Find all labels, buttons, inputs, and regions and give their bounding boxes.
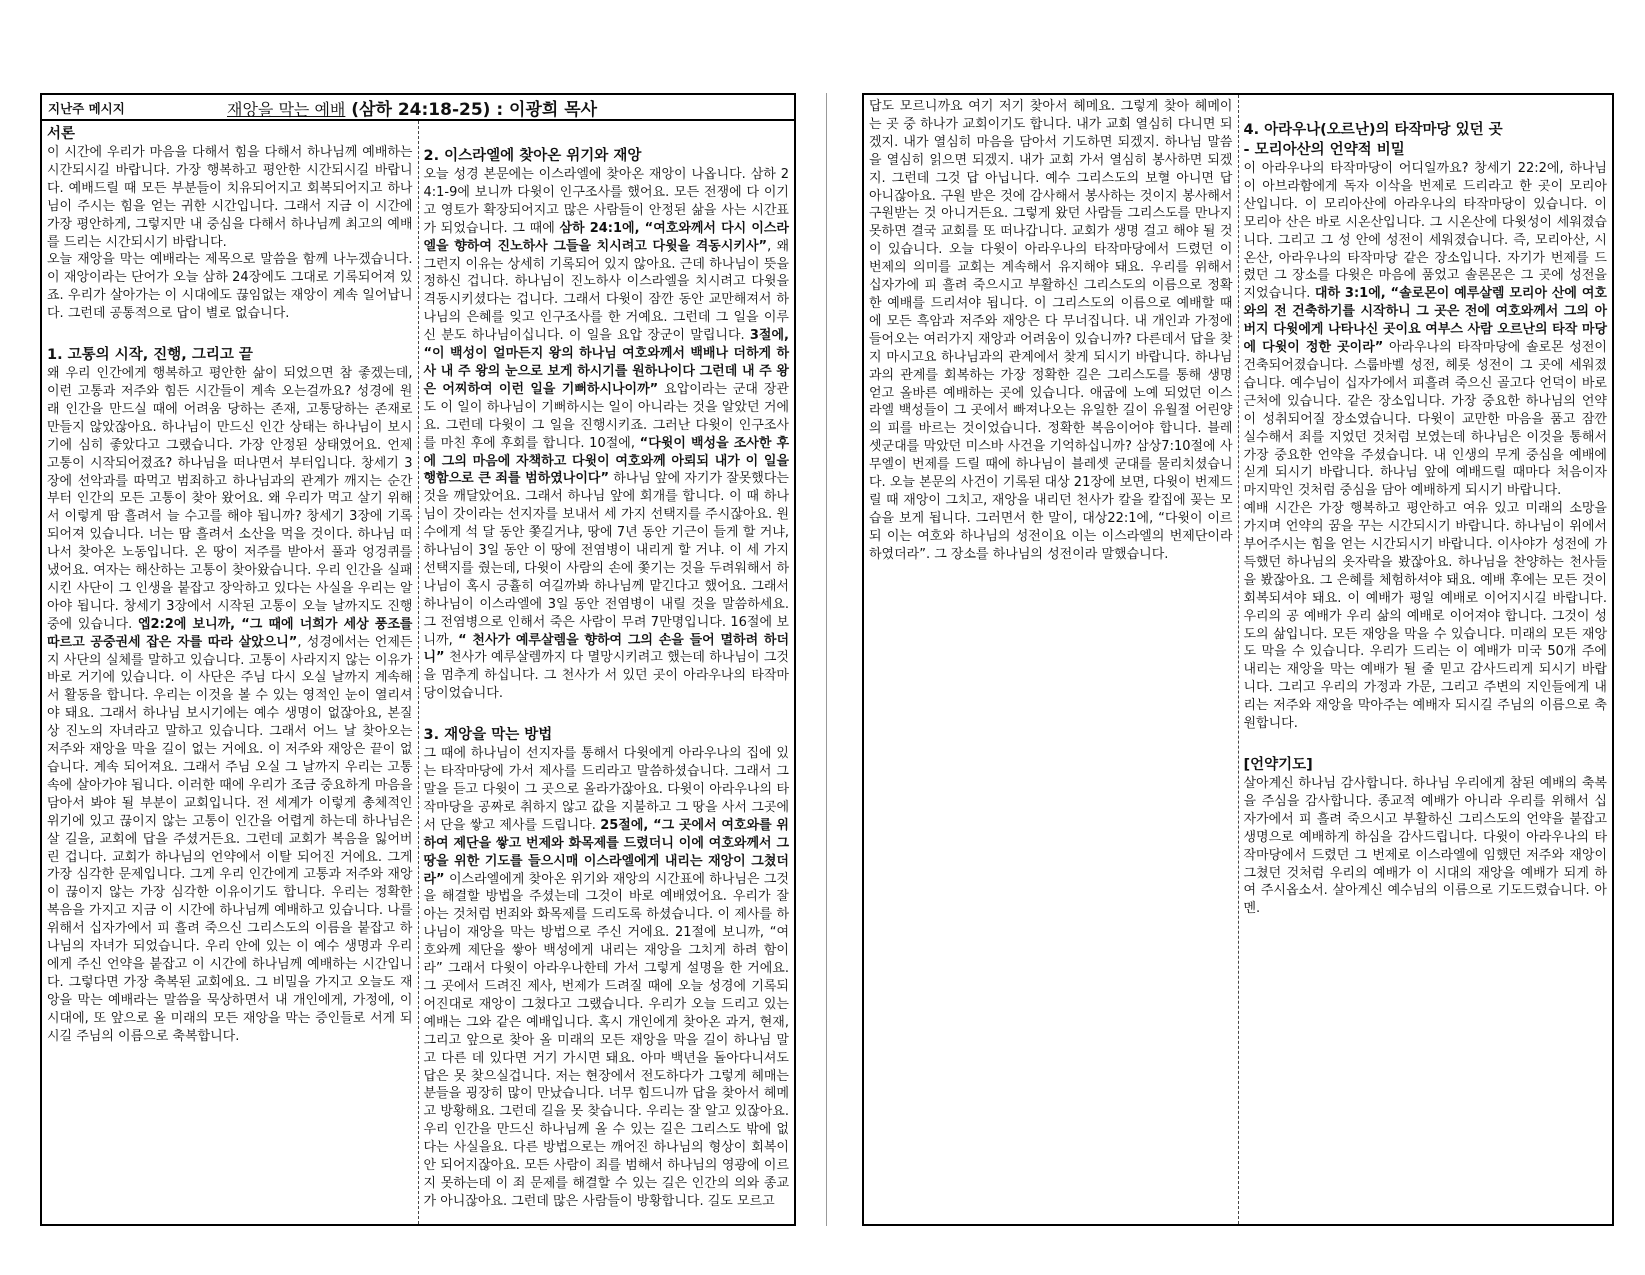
page-divider — [826, 93, 827, 1226]
section-intro-paragraph-2: 오늘 재앙을 막는 예배라는 제목으로 말씀을 함께 나누겠습니다. 이 재앙이라는 단어가 오늘 삼하 24장에도 그대로 기록되어져 있죠. 우리가 살아가는 이 시대에도 끊임없는 재앙이 계속 일어납니다. 그런데 공통적으로 답이 별로 없습니다. — [47, 252, 413, 322]
right-page-columns — [864, 95, 1612, 1224]
sermon-title — [227, 95, 597, 120]
section-3-text-1: 그 때에 하나님이 선지자를 통해서 다윗에게 아라우나의 집에 있는 타작마당에 가서 제사를 드리라고 말씀하셨습니다. 그래서 그 말을 듣고 다윗이 그 곳으로 올라가잖아요. 다윗이 아라우나의 타작마당을 공짜로 취하지 않고 값을 지불하고 그 땅을 사서 그곳에서 단을 쌓고 제사를 드립니다. — [423, 746, 789, 833]
section-2-text-5: 천사가 예루살렘까지 다 멸망시키려고 했는데 하나님이 그것을 멈추게 하십니다. 그 천사가 서 있던 곳이 아라우나의 타작마당이었습니다. — [423, 650, 789, 702]
left-page — [40, 93, 796, 1226]
section-1-text-1: 왜 우리 인간에게 행복하고 평안한 삶이 되었으면 참 좋겠는데, 이런 고통과 저주와 힘든 시간들이 계속 오는걸까요? 성경에 원래 인간을 만드실 때에 어려움 당하는 존재, 고통당하는 존재로 만들지 않았잖아요. 하나님이 만드신 인간 상태는 하나님이 보시기에 심히 좋았다고 그랬습니다. 가장 안정된 상태였어요. 언제 고통이 시작되어졌죠? 하나님을 떠나면서 부터입니다. 창세기 3장에 선악과를 따먹고 범죄하고 하나님과의 관계가 깨지는 순간부터 인간의 모든 고통이 찾아 왔어요. 왜 우리가 먹고 살기 위해서 이렇게 땀 흘려서 늘 수고를 해야 됩니까? 창세기 3장에 기록되어져 있습니다. 너는 땀 흘려서 소산을 먹을 것이다. 하나님 떠나서 찾아온 노동입니다. 온 땅이 저주를 받아서 풀과 엉겅퀴를 냈어요. 여자는 해산하는 고통이 찾아왔습니다. 우리 인간을 실패시킨 사단이 그 인생을 붙잡고 장악하고 있다는 사실을 우리는 알아야 됩니다. 창세기 3장에서 시작된 고통이 오늘 날까지도 진행 중에 있습니다. — [47, 366, 413, 632]
section-4-body — [1244, 160, 1608, 500]
page-header — [42, 95, 794, 121]
column-4 — [1238, 95, 1613, 1224]
header-label: 지난주 메시지 — [48, 101, 125, 116]
section-4-subtitle: - 모리아산의 언약적 비밀 — [1243, 142, 1405, 158]
sermon-title-main: 재앙을 막는 예배 — [227, 100, 346, 119]
section-2-text-3: 요압이라는 군대 장관도 이 일이 하나님이 기뻐하시는 일이 아니라는 것을 알았던 거에요. 그런데 다윗이 그 일을 진행시키죠. 그러난 다윗이 인구조사를 마친 후에 후회를 합니다. 10절에, — [423, 381, 789, 451]
section-3-title: 3. 재앙을 막는 방법 — [423, 727, 553, 744]
section-4-text-1: 이 아라우나의 타작마당이 어디일까요? 창세기 22:2에, 하나님이 아브라함에게 독자 이삭을 번제로 드리라고 한 곳이 모리아 산입니다. 이 모리아산에 아라우나의 타작마당이 있습니다. 이 모리아 산은 바로 시온산입니다. 그 시온산에 다윗성이 세워졌습니다. 그리고 그 성 안에 성전이 세워졌습니다. 즉, 모리아산, 시온산, 아라우나의 타작마당 같은 장소입니다. 자기가 번제를 드렸던 그 장소를 다윗은 마음에 품었고 솔론몬은 그 곳에 성전을 지었습니다. — [1243, 161, 1607, 302]
section-3-quote-1: 25절에, “그 곳에서 여호와를 위하여 제단을 쌓고 번제와 화목제를 드렸더니 이에 여호와께서 그 땅을 위한 기도를 들으시매 이스라엘에게 내리는 재앙이 그쳤더라” — [423, 817, 789, 887]
section-2-title: 2. 이스라엘에 찾아온 위기와 재앙 — [423, 148, 642, 164]
section-3-text-2: 이스라엘에게 찾아온 위기와 재앙의 시간표에 하나님은 그것을 해결할 방법을 주셨는데 그것이 바로 예배였어요. 우리가 잘 아는 것처럼 번죄와 화목제를 드리도록 하셨습니다. 이 제사를 하나님이 재앙을 막는 방법으로 주신 거에요. 21절에 보니까, “여호와께 제단을 쌓아 백성에게 내리는 재앙을 그치게 하려 함이라” 그래서 다윗이 아라우나한테 가서 그렇게 설명을 한 거에요. 그 곳에서 드려진 제사, 번제가 드려질 때에 오늘 성경에 기록되어진대로 재앙이 그쳤다고 그랬습니다. 우리가 오늘 드리고 있는 예배는 그와 같은 예배입니다. 혹시 개인에게 찾아온 과거, 현재, 그리고 앞으로 찾아 올 미래의 모든 재앙을 막을 길이 하나님 말고 다른 데 있다면 거기 가시면 돼요. 아마 백년을 돌아다니셔도 답은 못 찾으실겁니다. 저는 현장에서 전도하다가 그렇게 헤매는 분들을 굉장히 많이 만났습니다. 너무 힘드니까 답을 찾아서 헤메고 방황해요. 그런데 길을 못 찾습니다. 우리는 잘 알고 있잖아요. 우리 인간을 만드신 하나님께 올 수 있는 길은 그리스도 밖에 없다는 사실을요. 다른 방법으로는 깨어진 하나님의 형상이 회복이 안 되어지잖아요. 모든 사람이 죄를 범해서 하나님의 영광에 이르지 못하는데 이 죄 문제를 해결할 수 있는 길은 인간의 의와 종교가 아니잖아요. 그런데 많은 사람들이 방황합니다. 길도 모르고 — [423, 871, 789, 1209]
sermon-title-reference: (삼하 24:18-25) : 이광희 목사 — [345, 100, 598, 120]
column-3 — [864, 95, 1238, 1224]
section-4-title: 4. 아라우나(오르난)의 타작마당 있던 곳 — [1243, 122, 1503, 138]
section-3-continued — [869, 98, 1233, 564]
section-intro-title: 서론 — [47, 126, 76, 142]
section-2-text-4: 하나님 앞에 자기가 잘못했다는 것을 깨달았어요. 그래서 하나님 앞에 회개를 합니다. 이 때 하나님이 갓이라는 선지자를 보내서 세 가지 선택지를 주시잖아요. 원수에게 석 달 동안 쫓길거냐, 땅에 7년 동안 기근이 들게 할 거냐, 하나님이 3일 동안 이 땅에 전염병이 내리게 할 거냐. 이 세 가지 선택지를 줬는데, 다윗이 사람의 손에 쫓기는 것을 두려워해서 하나님이 혹시 긍휼히 여길까봐 하나님께 맡긴다고 했어요. 그래서 하나님이 이스라엘에 3일 동안 전염병이 내릴 것을 말씀하세요. 그 전염병으로 인해서 죽은 사람이 무려 7만명입니다. 16절에 보니까, — [423, 471, 789, 648]
right-page — [862, 93, 1614, 1226]
section-4-quote-1: 대하 3:1에, “솔로몬이 예루살렘 모리아 산에 여호와의 전 건축하기를 시작하니 그 곳은 전에 여호와께서 그의 아버지 다윗에게 나타나신 곳이요 여부스 사람 오르난의 타작 마당에 다윗이 정한 곳이라” — [1243, 286, 1607, 356]
section-2-text-2: , 왜 그런지 이유는 상세히 기록되어 있지 않아요. 근데 하나님이 뜻을 정하신 겁니다. 하나님이 진노하사 이스라엘을 치시려고 다윗을 격동시키셨다는 겁니다. 그래서 다윗이 잠깐 동안 교만해져서 하나님의 은혜를 잊고 인구조사를 한 거예요. 그런데 그 일을 이루신 분도 하나님이십니다. 이 일을 요압 장군이 말립니다. — [423, 238, 789, 344]
column-2 — [418, 121, 795, 1224]
section-3-text-2: 답도 모르니까요 여기 저기 찾아서 헤메요. 그렇게 찾아 헤메이는 곳 중 하나가 교회이기도 합니다. 내가 교회 열심히 다니면 되겠지. 내가 열심히 마음을 담아서 기도하면 되겠지. 하나님 말씀을 열심히 읽으면 되겠지. 내가 교회 가서 열심히 봉사하면 되겠지. 그런데 그것 답 아닙니다. 예수 그리스도의 보혈 아니면 답 아니잖아요. 구원 받은 것에 감사해서 봉사하는 것이지 봉사해서 구원받는 것 아니거든요. 그렇게 왔던 사람들 그리스도를 만나지 못하면 결국 교회를 또 떠나갑니다. 교회가 생명 걸고 해야 될 것이 있습니다. 오늘 다윗이 아라우나의 타작마당에서 드렸던 이 번제의 의미를 교회는 계속해서 유지해야 돼요. 우리를 위해서 십자가에 피 흘려 죽으시고 부활하신 그리스도의 이름으로 정확한 예배를 드리셔야 됩니다. 이 그리스도의 이름으로 예배할 때에 모든 흑암과 저주와 재앙은 다 무너집니다. 내 개인과 가정에 들어오는 여러가지 재앙과 어려움이 있습니까? 다른데서 답을 찾지 마시고요 하나님과의 관계에서 찾게 되시기 바랍니다. 하나님과의 관계를 회복하는 가장 정확한 길은 그리스도를 통해 생명 얻고 올바른 예배하는 곳에 있습니다. 애굽에 노예 되었던 이스라엘 백성들이 그 곳에서 빠져나오는 유일한 길이 유월절 어린양의 피를 바르는 것이었습니다. 정확한 복음이어야 합니다. 블레셋군대를 막았던 미스바 사건을 기억하십니까? 삼상7:10절에 사무엘이 번제를 드릴 때에 하나님이 블레셋 군대를 물리치셨습니다. 오늘 본문의 사건이 기록된 대상 21장에 보면, 다윗이 번제드릴 때 재앙이 그치고, 재앙을 내리던 천사가 칼을 칼집에 꽂는 모습을 보게 됩니다. 그러면서 한 말이, 대상22:1에, “다윗이 이르되 이는 여호와 하나님의 성전이요 이는 이스라엘의 번제단이라 하였더라”. 그 장소를 하나님의 성전이라 말했습니다. — [869, 99, 1233, 562]
column-1 — [42, 121, 418, 1224]
section-2-text-1: 오늘 성경 본문에는 이스라엘에 찾아온 재앙이 나옵니다. 삼하 24:1-9에 보니까 다윗이 인구조사를 했어요. 모든 전쟁에 다 이기고 영토가 확장되어지고 많은 사람들이 안정된 삶을 사는 시간표가 되었습니다. 그 때에 — [423, 167, 789, 236]
prayer-text: 살아계신 하나님 감사합니다. 하나님 우리에게 참된 예배의 축복을 주심을 감사합니다. 종교적 예배가 아니라 우리를 위해서 십자가에서 피 흘려 죽으시고 부활하신 그리스도의 언약을 붙잡고 생명으로 예배하게 하심을 감사드립니다. 다윗이 아라우나의 타작마당에서 드렸던 그 번제로 이스라엘에 임했던 저주와 재앙이 그쳤던 것처럼 우리의 예배가 이 시대의 재앙을 예배가 되게 하여 주시옵소서. 살아계신 예수님의 이름으로 기도드렸습니다. 아멘. — [1243, 776, 1607, 917]
section-2-quote-1: 삼하 24:1에, “여호와께서 다시 이스라엘을 향하여 진노하사 그들을 치시려고 다윗을 격동시키사” — [423, 220, 789, 254]
section-4-paragraph-2: 예배 시간은 가장 행복하고 평안하고 여유 있고 미래의 소망을 가지며 언약의 꿈을 꾸는 시간되시기 바랍니다. 하나님이 위에서 부어주시는 힘을 얻는 시간되시기 바랍니다. 이사야가 성전에 가득했던 하나님의 옷자락을 봤잖아요. 하나님을 찬양하는 천사들을 봤잖아요. 그 은혜를 체험하셔야 돼요. 예배 후에는 모든 것이 회복되셔야 돼요. 이 예배가 평일 예배로 이어지시길 바랍니다. 우리의 공 예배가 우리 삶의 예배로 이어져야 합니다. 그것이 성도의 삶입니다. 모든 재앙을 막을 수 있습니다. 미래의 모든 재앙도 막을 수 있습니다. 우리가 드리는 이 예배가 미국 50개 주에 내리는 재앙을 막는 예배가 될 줄 믿고 감사드리게 되시기 바랍니다. 그리고 우리의 가정과 가문, 그리고 주변의 지인들에게 내리는 저주와 재앙을 막아주는 예배자 되시길 주님의 이름으로 축원합니다. — [1243, 501, 1607, 732]
prayer-title: [언약기도] — [1243, 757, 1313, 773]
left-page-columns — [42, 121, 794, 1224]
section-2-quote-4: “ 천사가 예루살렘을 향하여 그의 손을 들어 멸하려 하더니” — [423, 632, 789, 666]
section-2-quote-2: 3절에, “이 백성이 얼마든지 왕의 하나님 여호와께서 백배나 더하게 하사 내 주 왕의 눈으로 보게 하시기를 원하나이다 그런데 내 주 왕은 어찌하여 이런 일을 기뻐하시나이까” — [423, 328, 789, 397]
section-1-text-2: , 성경에서는 언제든지 사단의 실체를 말하고 있습니다. 고통이 사라지지 않는 이유가 바로 거기에 있습니다. 이 사단은 주님 다시 오실 날까지 계속해서 활동을 합니다. 우리는 이것을 볼 수 있는 영적인 눈이 열리셔야 돼요. 그래서 하나님 보시기에는 예수 생명이 없잖아요, 본질상 진노의 자녀라고 말하고 있습니다. 그래서 어느 날 찾아오는 저주와 재앙을 막을 길이 없는 거에요. 이 저주와 재앙은 끝이 없습니다. 계속 되어져요. 그래서 주님 오실 그 날까지 우리는 고통 속에 살아가야 됩니다. 이러한 때에 우리가 조금 중요하게 마음을 담아서 봐야 될 부분이 교회입니다. 전 세계가 이렇게 총체적인 위기에 있고 끊이지 않는 고통이 인간을 어렵게 하는데 하나님은 살 길을, 교회에 답을 주셨거든요. 그런데 교회가 복음을 잃어버린 겁니다. 교회가 하나님의 언약에서 이탈 되어진 거에요. 그게 가장 심각한 문제입니다. 그게 우리 인간에게 고통과 저주와 재앙이 끊이지 않는 가장 심각한 이유이기도 합니다. 우리는 정확한 복음을 가지고 지금 이 시간에 하나님께 예배하고 있습니다. 나를 위해서 십자가에서 피 흘려 죽으신 그리스도의 이름을 붙잡고 하나님의 자녀가 되었습니다. 우리 안에 있는 이 예수 생명과 우리에게 주신 언약을 붙잡고 이 시간에 하나님께 예배하는 시간입니다. 그렇다면 가장 축복된 교회에요. 그 비밀을 가지고 오늘도 재앙을 막는 예배라는 말씀을 묵상하면서 내 개인에게, 가정에, 이 시대에, 또 앞으로 올 미래의 모든 재앙을 막는 증인들로 서게 되시길 주님의 이름으로 축복합니다. — [47, 634, 413, 1044]
section-2-body — [424, 166, 790, 703]
section-2-quote-3: “다윗이 백성을 조사한 후에 그의 마음에 자책하고 다윗이 여호와께 아뢰되 내가 이 일을 행함으로 큰 죄를 범하였나이다” — [423, 435, 790, 487]
section-intro-paragraph-1: 이 시간에 우리가 마음을 다해서 힘을 다해서 하나님께 예배하는 시간되시길 바랍니다. 가장 행복하고 평안한 시간되시길 바랍니다. 예배드릴 때 모든 부분들이 치유되어지고 회복되어지고 하나님이 주시는 힘을 얻는 귀한 시간입니다. 그래서 지금 이 시간에 가장 평안하게, 그렇지만 내 중심을 다해서 하나님께 최고의 예배를 드리는 시간되시기 바랍니다. — [47, 145, 413, 250]
section-1-quote-1: 엡2:2에 보니까, “그 때에 너희가 세상 풍조를 따르고 공중권세 잡은 자를 따라 살았으니” — [47, 616, 413, 650]
section-4-text-2: 아라우나의 타작마당에 솔로몬 성전이 건축되어졌습니다. 스룹바벨 성전, 헤롯 성전이 그 곳에 세워졌습니다. 예수님이 십자가에서 피흘려 죽으신 골고다 언덕이 바로 근처에 있습니다. 같은 장소입니다. 가장 중요한 하나님의 언약이 성취되어질 장소였습니다. 다윗이 교만한 마음을 품고 잠깐 실수해서 죄를 지었던 것처럼 보였는데 하나님은 이것을 통해서 가장 중요한 언약을 주셨습니다. 내 인생의 무게 중심을 예배에 싣게 되시기 바랍니다. 하나님 앞에 예배드릴 때마다 처음이자 마지막인 것처럼 중심을 담아 예배하게 되시기 바랍니다. — [1243, 340, 1607, 499]
section-1-title: 1. 고통의 시작, 진행, 그리고 끝 — [47, 347, 253, 364]
section-3-body — [424, 745, 790, 1211]
section-1-body — [47, 365, 413, 1045]
